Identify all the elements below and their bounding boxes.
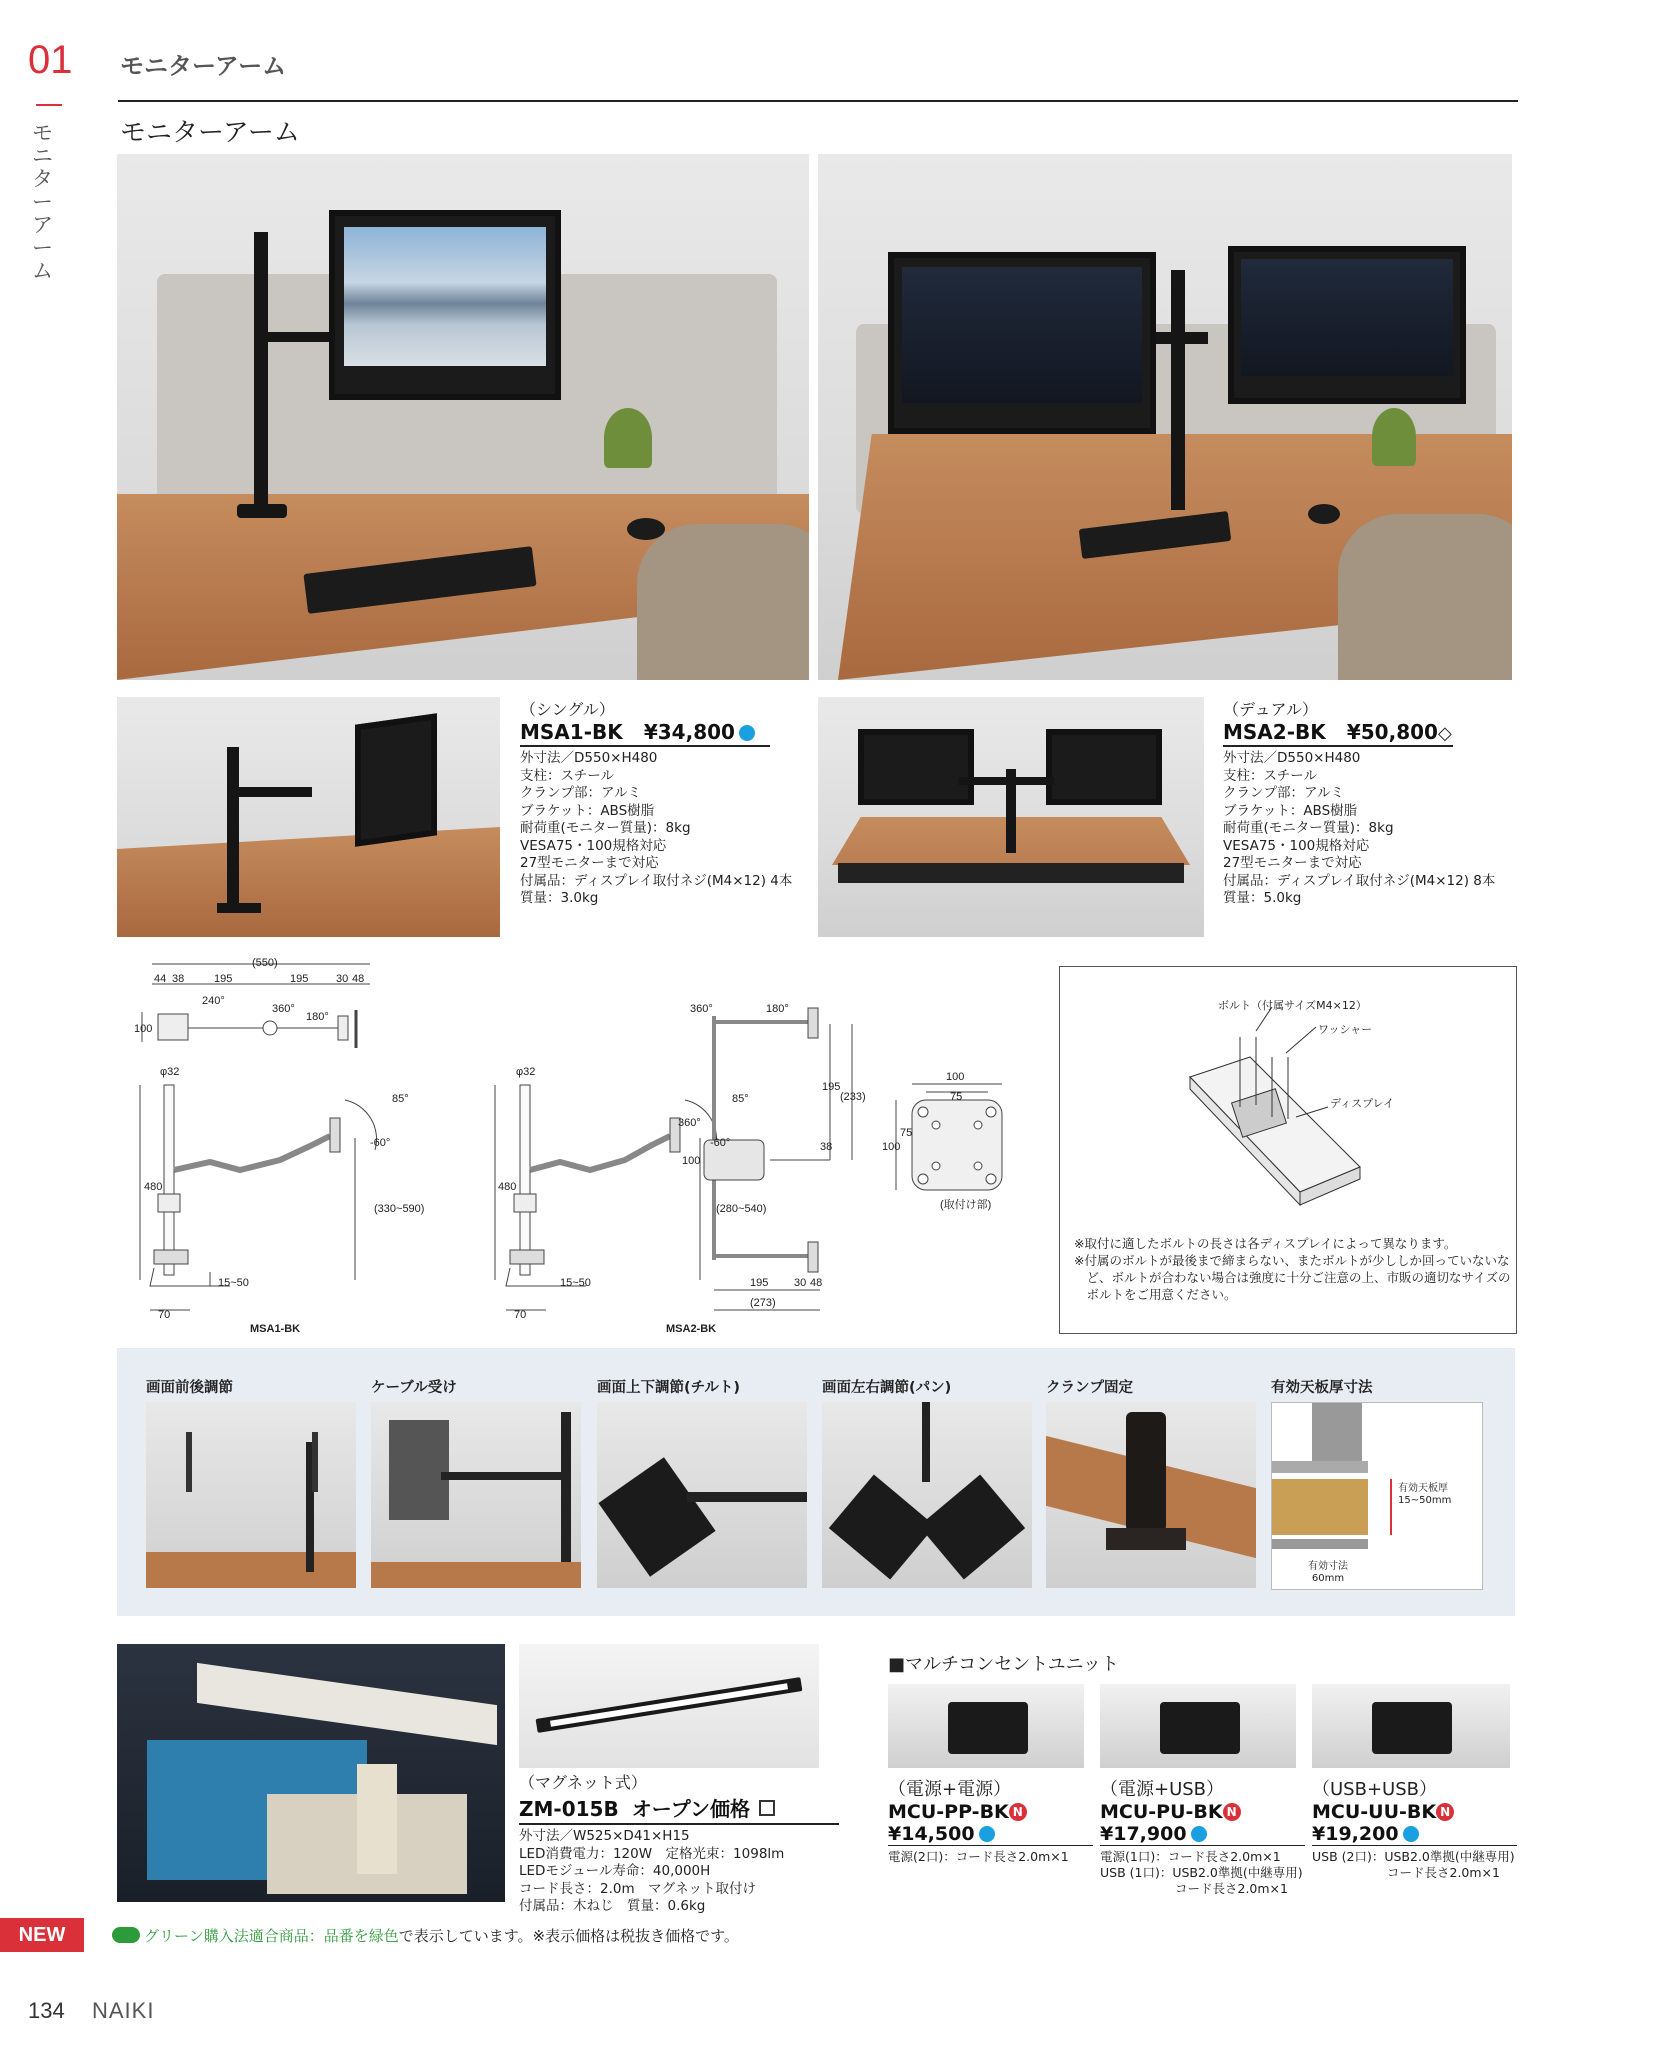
dual-spec-1: 支柱：スチール bbox=[1223, 767, 1317, 784]
new-badge: NEW bbox=[0, 1918, 84, 1952]
product-photo-dual bbox=[818, 697, 1204, 937]
d-48: 48 bbox=[810, 1277, 823, 1289]
outlet-name-0: （電源+電源） bbox=[888, 1779, 1012, 1800]
vesa-75v: 75 bbox=[900, 1127, 913, 1139]
single-spec-7: 付属品：ディスプレイ取付ネジ(M4×12) 4本 bbox=[520, 872, 793, 889]
outlet-note-2-0: USB (2口)：USB2.0準拠(中継専用) bbox=[1312, 1849, 1515, 1864]
feature-image-4 bbox=[1046, 1402, 1256, 1588]
thickness-label: 有効天板厚 15~50mm bbox=[1398, 1483, 1452, 1506]
feature-label-0: 画面前後調節 bbox=[146, 1380, 233, 1396]
bolt-note-1: ※取付に適したボルトの長さは各ディスプレイによって異なります。 bbox=[1074, 1236, 1457, 1251]
outlet-note-2-1: コード長さ2.0m×1 bbox=[1312, 1865, 1500, 1880]
outlet-note-1-2: コード長さ2.0m×1 bbox=[1100, 1881, 1288, 1896]
washer-label: ワッシャー bbox=[1318, 1023, 1373, 1036]
vesa-caption: (取付け部) bbox=[940, 1199, 992, 1211]
w70-b: 70 bbox=[514, 1309, 527, 1321]
d-360a: 360° bbox=[690, 1003, 713, 1015]
category-title: モニターアーム bbox=[120, 52, 287, 80]
single-title-row bbox=[520, 720, 770, 747]
hero-photo-single bbox=[117, 154, 809, 680]
light-spec-0: 外寸法／W525×D41×H15 bbox=[519, 1828, 690, 1844]
dimension-drawings bbox=[130, 950, 1030, 1340]
outlet-photo-0 bbox=[888, 1684, 1084, 1768]
bolt-diagram bbox=[1060, 967, 1516, 1207]
single-spec-5: VESA75・100規格対応 bbox=[520, 837, 667, 854]
outlet-item-2 bbox=[1312, 1775, 1517, 1881]
chapter-divider bbox=[36, 104, 62, 106]
dual-spec-5: VESA75・100規格対応 bbox=[1223, 837, 1370, 854]
outlet-model-1: MCU-PU-BK bbox=[1100, 1801, 1223, 1823]
outlet-item-0 bbox=[888, 1775, 1093, 1865]
square-mark-icon bbox=[759, 1800, 775, 1816]
phi32-b: φ32 bbox=[516, 1066, 536, 1078]
light-spec-2: LEDモジュール寿命：40,000H bbox=[519, 1863, 711, 1879]
light-spec-3: コード長さ：2.0m マグネット取付け bbox=[519, 1880, 756, 1897]
d-180: 180° bbox=[766, 1003, 789, 1015]
dual-name: （デュアル） bbox=[1223, 700, 1318, 719]
outlet-note-0-0: 電源(2口)：コード長さ2.0m×1 bbox=[888, 1849, 1069, 1864]
tiltm60-a: -60° bbox=[370, 1137, 391, 1149]
single-spec-3: ブラケット：ABS樹脂 bbox=[520, 802, 655, 819]
product-photo-single bbox=[117, 697, 500, 937]
single-price: ¥34,800 bbox=[643, 720, 735, 744]
feature-label-2: 画面上下調節(チルト) bbox=[597, 1380, 741, 1396]
feature-label-1: ケーブル受け bbox=[371, 1380, 457, 1396]
multi-outlet-title: ■マルチコンセントユニット bbox=[888, 1654, 1119, 1675]
label-msa1: MSA1-BK bbox=[250, 1323, 301, 1335]
dim-195a: 195 bbox=[214, 973, 233, 985]
bolt-label: ボルト（付属サイズM4×12） bbox=[1218, 999, 1367, 1012]
label-msa2: MSA2-BK bbox=[666, 1323, 717, 1335]
clamp-b: 15~50 bbox=[560, 1277, 591, 1289]
w70-a: 70 bbox=[158, 1309, 171, 1321]
header-rule bbox=[118, 100, 1518, 102]
page-number: 134 bbox=[28, 1998, 65, 2023]
h480-b: 480 bbox=[498, 1181, 517, 1193]
dual-spec-block bbox=[1223, 697, 1496, 908]
light-spec-1: LED消費電力：120W 定格光束：1098lm bbox=[519, 1845, 785, 1862]
dual-spec-4: 耐荷重(モニター質量)：8kg bbox=[1223, 820, 1394, 836]
light-name: （マグネット式） bbox=[519, 1773, 647, 1792]
single-spec-0: 外寸法／D550×H480 bbox=[520, 750, 658, 766]
vesa-75: 75 bbox=[950, 1091, 963, 1103]
light-spec-block bbox=[519, 1770, 839, 1916]
dual-spec-2: クランプ部：アルミ bbox=[1223, 785, 1344, 801]
new-n-icon: N bbox=[1009, 1803, 1027, 1821]
bolt-note-2a: ※付属のボルトが最後まで締まらない、またボルトが少ししか回っていないな bbox=[1074, 1253, 1510, 1268]
d-360b: 360° bbox=[678, 1117, 701, 1129]
phi32-a: φ32 bbox=[160, 1066, 180, 1078]
outlet-name-2: （USB+USB） bbox=[1312, 1779, 1437, 1800]
dual-model: MSA2-BK bbox=[1223, 720, 1326, 744]
light-scene-photo bbox=[117, 1644, 505, 1902]
display-label: ディスプレイ bbox=[1330, 1097, 1395, 1110]
dim-195b: 195 bbox=[290, 973, 309, 985]
dual-title-row bbox=[1223, 720, 1453, 747]
green-purchase-note bbox=[112, 1925, 739, 1946]
d-195v: 195 bbox=[822, 1081, 841, 1093]
dim-44: 44 bbox=[154, 973, 167, 985]
eco-mark-icon bbox=[1191, 1826, 1207, 1842]
tiltm60-b: -60° bbox=[710, 1137, 731, 1149]
dim-100: 100 bbox=[134, 1023, 153, 1035]
single-spec-4: 耐荷重(モニター質量)：8kg bbox=[520, 820, 691, 836]
outlet-photo-2 bbox=[1312, 1684, 1510, 1768]
eco-mark-icon bbox=[1403, 1826, 1419, 1842]
green-note-suffix: で表示しています。※表示価格は税抜き価格です。 bbox=[398, 1927, 739, 1945]
diamond-mark-icon: ◇ bbox=[1437, 723, 1452, 744]
d-30: 30 bbox=[794, 1277, 807, 1289]
range1: (330~590) bbox=[374, 1203, 425, 1215]
rot-360: 360° bbox=[272, 1003, 295, 1015]
dual-spec-6: 27型モニターまで対応 bbox=[1223, 855, 1362, 871]
outlet-price-1: ¥17,900 bbox=[1100, 1823, 1187, 1845]
single-name: （シングル） bbox=[520, 700, 615, 719]
green-purchase-icon bbox=[112, 1927, 140, 1943]
green-note-word: 緑色 bbox=[368, 1927, 399, 1945]
outlet-item-1 bbox=[1100, 1775, 1305, 1897]
bolt-notes bbox=[1074, 1235, 1511, 1303]
outlet-note-1-0: 電源(1口)：コード長さ2.0m×1 bbox=[1100, 1849, 1281, 1864]
hero-photo-dual bbox=[818, 154, 1512, 680]
light-model: ZM-015B bbox=[519, 1797, 619, 1821]
feature-label-3: 画面左右調節(パン) bbox=[822, 1380, 952, 1396]
dual-spec-3: ブラケット：ABS樹脂 bbox=[1223, 802, 1358, 819]
tilt85-a: 85° bbox=[392, 1093, 409, 1105]
outlet-price-2: ¥19,200 bbox=[1312, 1823, 1399, 1845]
feature-image-1 bbox=[371, 1402, 581, 1588]
single-model: MSA1-BK bbox=[520, 720, 623, 744]
chapter-number: 01 bbox=[28, 38, 73, 82]
bolt-info-box bbox=[1059, 966, 1517, 1334]
feature-label-5: 有効天板厚寸法 bbox=[1271, 1380, 1373, 1396]
dual-price: ¥50,800 bbox=[1346, 720, 1438, 744]
bolt-note-2b: ど、ボルトが合わない場合は強度に十分ご注意の上、市販の適切なサイズの bbox=[1074, 1270, 1511, 1285]
eco-mark-icon bbox=[979, 1826, 995, 1842]
section-title: モニターアーム bbox=[120, 118, 300, 148]
d-273: (273) bbox=[750, 1297, 776, 1309]
range2: (280~540) bbox=[716, 1203, 767, 1215]
vesa-100: 100 bbox=[946, 1071, 965, 1083]
d-195h: 195 bbox=[750, 1277, 769, 1289]
feature-label-4: クランプ固定 bbox=[1046, 1380, 1133, 1396]
dual-spec-0: 外寸法／D550×H480 bbox=[1223, 750, 1361, 766]
single-spec-block bbox=[520, 697, 793, 908]
dim-total: (550) bbox=[252, 957, 278, 969]
dim-30: 30 bbox=[336, 973, 349, 985]
bolt-note-2c: ボルトをご用意ください。 bbox=[1074, 1287, 1237, 1302]
light-title-row bbox=[519, 1793, 839, 1825]
outlet-model-0: MCU-PP-BK bbox=[888, 1801, 1009, 1823]
rot-240: 240° bbox=[202, 995, 225, 1007]
outlet-note-1-1: USB (1口)：USB2.0準拠(中継専用) bbox=[1100, 1865, 1303, 1880]
effective-label: 有効寸法 60mm bbox=[1308, 1561, 1348, 1584]
d-233: (233) bbox=[840, 1091, 866, 1103]
feature-image-3 bbox=[822, 1402, 1032, 1588]
dim-38: 38 bbox=[172, 973, 185, 985]
light-spec-4: 付属品：木ねじ 質量：0.6kg bbox=[519, 1898, 706, 1914]
brand-name: NAIKI bbox=[92, 1998, 155, 2023]
feature-image-0 bbox=[146, 1402, 356, 1588]
new-n-icon: N bbox=[1223, 1803, 1241, 1821]
single-spec-2: クランプ部：アルミ bbox=[520, 785, 641, 801]
light-price: オープン価格 bbox=[631, 1797, 750, 1821]
new-n-icon: N bbox=[1436, 1803, 1454, 1821]
clamp-a: 15~50 bbox=[218, 1277, 249, 1289]
feature-image-5 bbox=[1271, 1402, 1483, 1590]
h480-a: 480 bbox=[144, 1181, 163, 1193]
outlet-name-1: （電源+USB） bbox=[1100, 1779, 1225, 1800]
d-38: 38 bbox=[820, 1141, 833, 1153]
side-title: モニターアーム bbox=[32, 121, 53, 283]
vesa-100v: 100 bbox=[882, 1141, 901, 1153]
light-product-photo bbox=[519, 1644, 819, 1768]
outlet-photo-1 bbox=[1100, 1684, 1296, 1768]
feature-image-2 bbox=[597, 1402, 807, 1588]
dim-48: 48 bbox=[352, 973, 365, 985]
outlet-price-0: ¥14,500 bbox=[888, 1823, 975, 1845]
eco-mark-icon bbox=[739, 725, 755, 741]
dual-spec-8: 質量：5.0kg bbox=[1223, 890, 1302, 906]
green-note-prefix: グリーン購入法適合商品：品番を bbox=[144, 1927, 369, 1945]
outlet-model-2: MCU-UU-BK bbox=[1312, 1801, 1437, 1823]
tilt85-b: 85° bbox=[732, 1093, 749, 1105]
single-spec-8: 質量：3.0kg bbox=[520, 890, 599, 906]
single-spec-1: 支柱：スチール bbox=[520, 767, 614, 784]
rot-180: 180° bbox=[306, 1011, 329, 1023]
single-spec-6: 27型モニターまで対応 bbox=[520, 855, 659, 871]
d-100: 100 bbox=[682, 1155, 701, 1167]
dual-spec-7: 付属品：ディスプレイ取付ネジ(M4×12) 8本 bbox=[1223, 872, 1496, 889]
